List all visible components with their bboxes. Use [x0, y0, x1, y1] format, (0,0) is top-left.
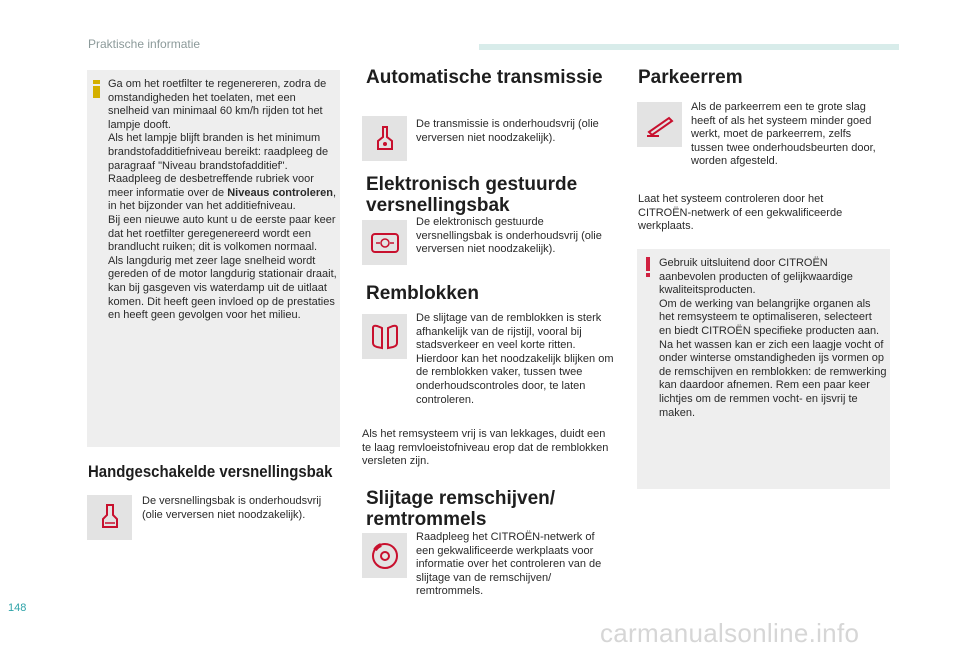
manual-gearbox-text: De versnellingsbak is onderhoudsvrij (olie verversen niet noodzakelijk). [142, 495, 322, 521]
brake-discs-title: Slijtage remschijven/ remtrommels [366, 488, 556, 530]
gear-shift-icon [87, 495, 132, 540]
manual-gearbox-title: Handgeschakelde versnellingsbak [88, 462, 333, 481]
parking-brake-icon [637, 102, 682, 147]
info-bold-text: Niveaus controleren [227, 186, 333, 199]
automatic-shift-icon [362, 116, 407, 161]
brake-pads-text: De slijtage van de remblokken is sterk afhankelijk van de rijstijl, vooral bij stadsverkeer en veel korte ritten. Hierdoor kan het noodzakelijk blijken om de remblokken vaker, tussen twee onderhoudscontroles door, te laten controleren. [416, 312, 614, 406]
info-icon [93, 80, 100, 98]
parking-brake-text: Als de parkeerrem een te grote slag heeft of als het systeem minder goed werkt, moet de parkeerrem, zelfs tussen twee onderhoudsbeurten door, worden afgesteld. [691, 101, 876, 168]
page-number: 148 [8, 602, 27, 614]
parking-brake-title: Parkeerrem [638, 67, 743, 88]
auto-transmission-text: De transmissie is onderhoudsvrij (olie verversen niet noodzakelijk). [416, 118, 599, 144]
brake-pads-title: Remblokken [366, 283, 479, 304]
brake-discs-text: Raadpleeg het CITROËN-netwerk of een gekwalificeerde werkplaats voor informatie over het controleren van de slijtage van de remschijven/ remtrommels. [416, 531, 602, 598]
electronic-gearbox-text: De elektronisch gestuurde versnellingsbak is onderhoudsvrij (olie verversen niet noodzakelijk). [416, 216, 602, 256]
section-label: Praktische informatie [88, 37, 201, 51]
electronic-gearbox-title: Elektronisch gestuurde versnellingsbak [366, 174, 578, 216]
brake-disc-icon [362, 533, 407, 578]
auto-transmission-title: Automatische transmissie [366, 67, 603, 88]
gear-selector-icon [362, 220, 407, 265]
warning-icon [645, 257, 651, 277]
parking-brake-note: Laat het systeem controleren door het CITROËN-netwerk of een gekwalificeerde werkplaats. [638, 193, 843, 233]
watermark: carmanualsonline.info [600, 618, 860, 648]
brake-pads-icon [362, 314, 407, 359]
header-bar [479, 44, 899, 50]
brake-pads-note: Als het remsysteem vrij is van lekkages, duidt een te laag remvloeistofniveau erop dat de remblokken versleten zijn. [362, 428, 609, 468]
warning-text: Gebruik uitsluitend door CITROËN aanbevolen producten of gelijkwaardige kwaliteitsproducten. Om de werking van belangrijke organen als het remsysteem te optimaliseren, selecteert en biedt CITROËN specifieke producten aan. Na het wassen kan er zich een laagje vocht of onder winterse omstandigheden ijs vormen op de remschijven en remblokken: de remwerking kan daardoor afnemen. Rem een paar keer lichtjes om de remmen vocht- en ijsvrij te maken. [659, 257, 887, 419]
info-text: Ga om het roetfilter te regenereren, zodra de omstandigheden het toelaten, met een snelheid van minimaal 60 km/h rijden tot het lampje dooft. Als het lampje blijft branden is het minimum brandstofadditiefniveau bereikt: raadpleeg de paragraaf "Niveau brandstofadditief". Raadpleeg de desbetreffende rubriek voor meer informatie over de Niveaus controleren, in het bijzonder van het additiefniveau. Bij een nieuwe auto kunt u de eerste paar keer dat het roetfilter geregenereerd wordt een brandlucht ruiken; dit is volkomen normaal. Als langdurig met zeer lage snelheid wordt gereden of de motor langdurig stationair draait, kan bij gasgeven vis waterdamp uit de uitlaat komen. Dit heeft geen invloed op de prestaties en heeft geen gevolgen voor het milieu. [108, 78, 337, 322]
